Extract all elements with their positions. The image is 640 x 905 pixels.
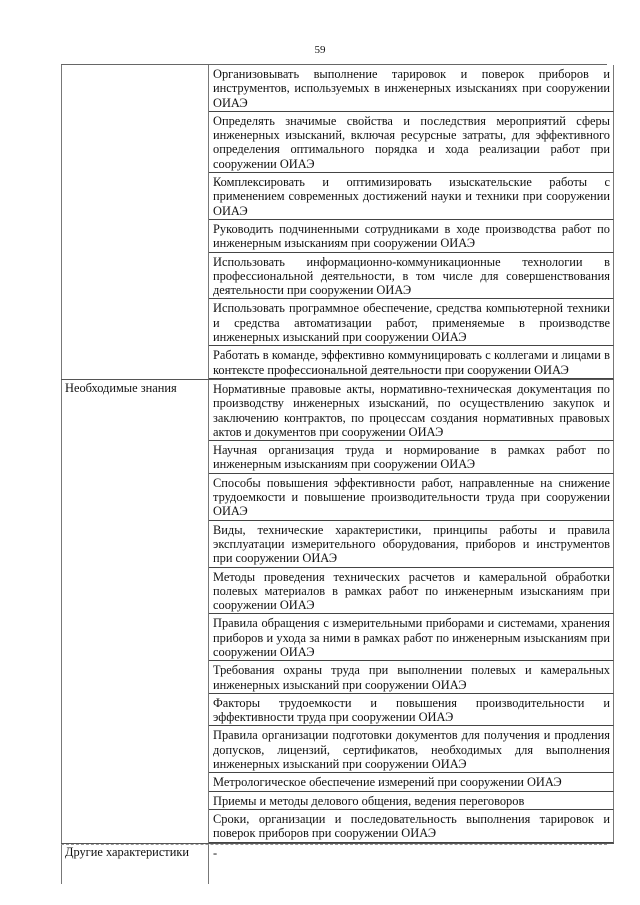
knowledge-item: Научная организация труда и нормирование в рамках работ по инженерным изысканиям при сооружении ОИАЭ <box>209 441 614 474</box>
skill-item: Определять значимые свойства и последствия мероприятий сферы инженерных изысканий, включая ресурсные затраты, для эффективного определения оптимального порядка и хода реализации работ при сооружении ОИАЭ <box>209 112 614 173</box>
knowledge-item: Сроки, организации и последовательность выполнения тарировок и поверок приборов при сооружении ОИАЭ <box>209 810 614 843</box>
skill-item: Использовать программное обеспечение, средства компьютерной техники и средства автоматизации работ, применяемые в производстве инженерных изысканий при сооружении ОИАЭ <box>209 299 614 346</box>
knowledge-item: Правила организации подготовки документов для получения и продления допусков, лицензий, сертификатов, необходимых для выполнения инженерных изысканий при сооружении ОИАЭ <box>209 726 614 773</box>
knowledge-items <box>209 379 615 843</box>
skill-item: Комплексировать и оптимизировать изыскательские работы с применением современных достижений науки и техники при сооружении ОИАЭ <box>209 173 614 220</box>
knowledge-item: Способы повышения эффективности работ, направленные на снижение трудоемкости и повышение производительности труда при сооружении ОИАЭ <box>209 474 614 521</box>
other-label: Другие характеристики <box>62 843 209 884</box>
knowledge-item: Виды, технические характеристики, принципы работы и правила эксплуатации измерительного оборудования, приборов и инструментов при сооружении ОИАЭ <box>209 521 614 568</box>
skills-label <box>62 65 209 379</box>
other-section <box>62 843 615 884</box>
skill-item: Использовать информационно-коммуникационные технологии в профессиональной деятельности, в том числе для совершенствования деятельности при сооружении ОИАЭ <box>209 253 614 300</box>
qualification-table <box>61 64 610 884</box>
page-number: 59 <box>314 44 326 56</box>
other-value: - <box>213 845 218 860</box>
requirements-grid <box>61 65 614 884</box>
table-bottom-divider <box>61 844 607 845</box>
knowledge-item: Приемы и методы делового общения, ведения переговоров <box>209 792 614 810</box>
skill-item: Работать в команде, эффективно коммуницировать с коллегами и лицами в контексте профессиональной деятельности при сооружении ОИАЭ <box>209 346 614 379</box>
knowledge-item: Метрологическое обеспечение измерений при сооружении ОИАЭ <box>209 773 614 791</box>
skills-items <box>209 65 615 379</box>
knowledge-item: Требования охраны труда при выполнении полевых и камеральных инженерных изысканий при сооружении ОИАЭ <box>209 661 614 694</box>
knowledge-item: Факторы трудоемкости и повышения производительности и эффективности труда при сооружении ОИАЭ <box>209 694 614 727</box>
skill-item: Руководить подчиненными сотрудниками в ходе производства работ по инженерным изысканиям при сооружении ОИАЭ <box>209 220 614 253</box>
skills-section <box>62 65 615 379</box>
knowledge-label: Необходимые знания <box>62 379 209 843</box>
knowledge-item: Нормативные правовые акты, нормативно-техническая документация по производству инженерных изысканий, по осуществлению закупок и заключению контрактов, по процессам создания нормативных правовых актов и документов при сооружении ОИАЭ <box>209 380 614 441</box>
knowledge-item: Правила обращения с измерительными приборами и системами, хранения приборов и ухода за ними в рамках работ по инженерным изысканиям при сооружении ОИАЭ <box>209 614 614 661</box>
knowledge-item: Методы проведения технических расчетов и камеральной обработки полевых материалов в рамках работ по инженерным изысканиям при сооружении ОИАЭ <box>209 568 614 615</box>
skill-item: Организовывать выполнение тарировок и поверок приборов и инструментов, используемых в инженерных изысканиях при сооружении ОИАЭ <box>209 65 614 112</box>
knowledge-section <box>62 379 615 843</box>
